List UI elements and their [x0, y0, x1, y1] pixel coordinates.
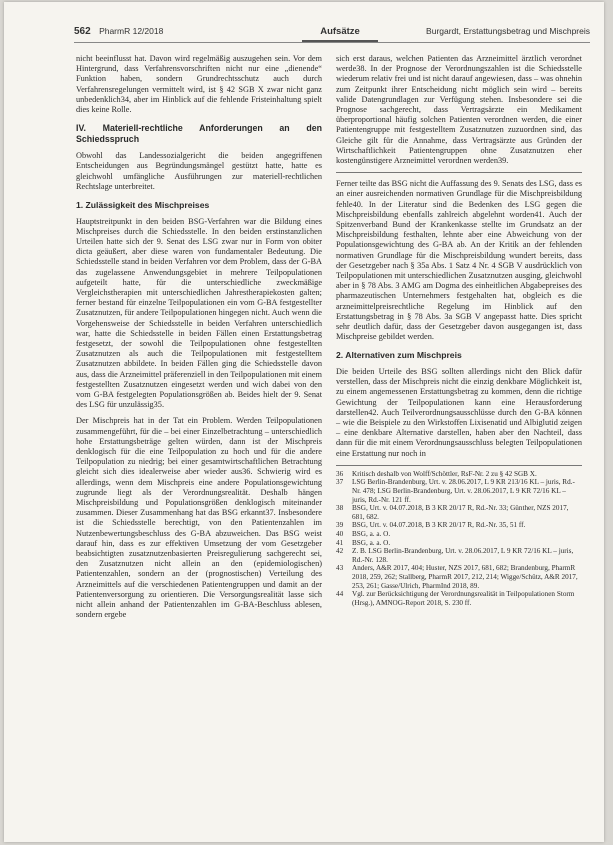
footnote-number: 36	[336, 469, 344, 478]
section-heading: IV. Materiell-rechtliche Anforderungen an den Schiedsspruch	[76, 123, 322, 144]
footnote	[336, 478, 582, 504]
header-left	[74, 26, 163, 37]
article-title: Burgardt, Erstattungsbetrag und Mischpreis	[426, 26, 590, 36]
footnote	[336, 470, 582, 479]
footnote	[336, 521, 582, 530]
footnote	[336, 564, 582, 590]
footnote-text: BSG, a. a. O.	[352, 529, 391, 538]
paragraph: Obwohl das Landessozialgericht die beiden angegriffenen Entscheidungen aus Begründungsmängel gestützt hatte, hatte es gleichwohl umfängliche Ausführungen zur materiell-rechtlichen Rechtslage unterbreitet.	[76, 151, 322, 191]
page-header	[74, 24, 590, 40]
footnote-text: Vgl. zur Berücksichtigung der Verordnungsrealität in Teilpopulationen Storm (Hrsg.), AMNOG-Report 2018, S. 230 ff.	[352, 590, 575, 607]
paragraph: sich erst daraus, welchen Patienten das Arzneimittel ärztlich verordnet werde38. In der Prognose der Verordnungszahlen ist die Schiedsstelle wiederum relativ frei und ist nicht darauf angewiesen, dass – was ohnehin zum Zeitpunkt ihrer Entscheidung nicht möglich sein wird – bereits valide Datengrundlagen zur Verfügung stehen. Insbesondere sei die Prognose sachgerecht, dass Vertragsärzte ein Medikament überproportional häufig solchen Patienten verordnen werden, die einer Patientengruppe mit festgestelltem Zusatznutzen zuzuordnen sind, das Gleiche gilt für die Annahme, dass Vertragsärzte aus Gründen der Wirtschaftlichkeit Patientengruppen ohne Zusatznutzen eher kostengünstigere Arzneimittel verordnen werden39.	[336, 54, 582, 166]
paragraph: Ferner teilte das BSG nicht die Auffassung des 9. Senats des LSG, dass es an einer ausreichenden normativen Grundlage für die Mischpreisbildung fehle40. In der Literatur sind die Bedenken des LSG gegen die Mischpreisbildung ebenfalls zahlreich abgelehnt worden41. Auch der Spitzenverband Bund der Krankenkasse stellte im Grundsatz an der Mischpreisbildung festhalten, lehnte aber eine Abweichung von der Populationsgewichtung des G-BA ab. An der Kritik an der fehlenden normativen Grundlage für die Mischpreisbildung wundert bereits, dass der Gesetzgeber nach § 35a Abs. 1 Satz 4 Nr. 4 SGB V ausdrücklich von Teilpopulationen mit unterschiedlichen Zusatznutzen ausging, gleichwohl aber in § 78 Abs. 3 AMG am Dogma des einheitlichen Abgabepreises des pharmazeutischen Unternehmers festgehalten hat, obgleich es die arzneimittelpreisrechtliche Regelung im Hinblick auf den Erstattungsbetrag in § 78 Abs. 3a SGB V angepasst hatte. Dies spricht sehr deutlich dafür, dass der Gesetzgeber davon ausgegangen ist, dass Mischpreise gebildet werden.	[336, 179, 582, 342]
footnote-number: 44	[336, 590, 344, 599]
footnotes	[336, 465, 582, 608]
journal-name: PharmR 12/2018	[99, 26, 164, 36]
section-heading: 2. Alternativen zum Mischpreis	[336, 350, 462, 361]
footnote-number: 37	[336, 478, 344, 487]
footnote	[336, 539, 582, 548]
section-heading: 1. Zulässigkeit des Mischpreises	[76, 200, 210, 211]
footnote-number: 40	[336, 529, 344, 538]
footnote-number: 43	[336, 564, 344, 573]
footnote-text: BSG, Urt. v. 04.07.2018, B 3 KR 20/17 R, Rd.-Nr. 33; Günther, NZS 2017, 681, 682.	[352, 504, 569, 521]
footnote-number: 42	[336, 547, 344, 556]
document-page	[4, 2, 604, 842]
footnote	[336, 504, 582, 521]
footnote	[336, 547, 582, 564]
section-label: Aufsätze	[302, 24, 378, 42]
column-rule	[336, 172, 582, 173]
footnote	[336, 530, 582, 539]
footnote-text: Kritisch deshalb von Wolff/Schöttler, RsF-Nr. 2 zu § 42 SGB X.	[352, 469, 537, 478]
footnote-text: Z. B. LSG Berlin-Brandenburg, Urt. v. 28.06.2017, L 9 KR 72/16 KL – juris, Rd.-Nr. 128.	[352, 547, 574, 564]
footnote-text: BSG, a. a. O.	[352, 538, 391, 547]
paragraph: Die beiden Urteile des BSG sollten allerdings nicht den Blick dafür verstellen, dass der Mischpreis nicht die einzig denkbare Möglichkeit ist, zu einem angemessenen Erstattungsbetrag zu kommen, denn die richtige Gewichtung der Teilpopulationen kann eine Herausforderung darstellen42. Auch Teilverordnungsausschlüsse durch den G-BA können – wie die Beispiele zu den Wirkstoffen Lixisenatid und Albiglutid zeigen – eine denkbare Alternative darstellen, haben aber den Nachteil, dass dann für die mit einem Verordnungsausschluss belegten Teilpopulationen eine Erstattung nur noch in	[336, 366, 582, 458]
paragraph: Hauptstreitpunkt in den beiden BSG-Verfahren war die Bildung eines Mischpreises durch die Schiedsstelle. In den beiden erstinstanzlichen Urteilen hatte sich der 9. Senat des LSG zwar nur in Form von obiter dicta geäußert, aber diese waren von fundamentaler Bedeutung. Die Schiedsstelle stand in beiden Verfahren vor dem Problem, dass der G-BA das zugelassene Anwendungsgebiet in mehrere Teilpopulationen aufgeteilt hatte, für die unterschiedliche zweckmäßige Vergleichstherapien mit unterschiedlichen Jahrestherapiekosten galten; ferner bestand für einzelne Teilpopulationen ein vom G-BA festgestellter Zusatznutzen, für andere Teilpopulationen hingegen nicht. Auch wenn die Vorgehensweise der Schiedsstelle in beiden Verfahren unterschiedlich war, hatte die Schiedsstelle in beiden Fällen einen Erstattungsbetrag festgesetzt, der sowohl die Teilpopulationen ohne festgestellten Zusatznutzen als auch die Teilpopulationen mit festgestelltem Zusatznutzen abbildete. In beiden Fällen ging die Schiedsstelle davon aus, dass die Arzneimittel präferenziell in den Teilpopulationen mit einem festgestellten Zusatznutzen eingesetzt werden und wich dabei von den vom G-BA festgelegten Populationsgrößen ab. Beides hielt der 9. Senat des LSG für unzulässig35.	[76, 216, 322, 410]
left-column	[76, 54, 322, 626]
footnote-text: LSG Berlin-Brandenburg, Urt. v. 28.06.2017, L 9 KR 213/16 KL – juris, Rd.-Nr. 478; LSG Berlin-Brandenburg, Urt. v. 28.06.2017, L 9 KR 72/16 KL – juris, Rd.-Nr. 121 ff.	[352, 478, 575, 504]
footnote-number: 39	[336, 521, 344, 530]
paragraph: nicht beeinflusst hat. Davon wird regelmäßig auszugehen sein. Vor dem Hintergrund, dass Verfahrensvorschriften nicht nur eine „dienende“ Funktion haben, sondern Grundrechtsschutz auch durch Verfahrensregelungen vermittelt wird, ist § 42 SGB X zwar nicht ganz unbedenklich34, aber im Hinblick auf die fehlende Fristeinhaltung spielt dies keine Rolle.	[76, 54, 322, 115]
footnote-text: Anders, A&R 2017, 404; Huster, NZS 2017, 681, 682; Brandenburg, PharmR 2018, 259, 262; Stallberg, PharmR 2017, 212, 214; Wigge/Schütz, A&R 2017, 253, 261; Gasse/Ulrich, PharmInd 2018, 89.	[352, 564, 578, 590]
footnote-number: 41	[336, 538, 344, 547]
footnote	[336, 590, 582, 607]
right-column	[336, 54, 582, 607]
footnote-text: BSG, Urt. v. 04.07.2018, B 3 KR 20/17 R, Rd.-Nr. 35, 51 ff.	[352, 521, 526, 530]
footnote-number: 38	[336, 504, 344, 513]
page-number: 562	[74, 26, 91, 37]
paragraph: Der Mischpreis hat in der Tat ein Problem. Werden Teilpopulationen zusammengeführt, für die – bei einer Einzelbetrachtung – unterschiedlich hohe Erstattungsbeträge gelten würden, dann ist der Mischpreis denklogisch für die eine Teilpopulation zu hoch und für die andere Teilpopulation zu niedrig; bei einer gesamtwirtschaftlichen Betrachtung gleicht sich dies idealerweise aber wieder aus36. Schwierig wird es allerdings, wenn dem Mischpreis eine andere Populationsgewichtung zugrunde liegt als der Verordnungsrealität. Deshalb hängen Mischpreisbildung und Populationsgrößen denklogisch miteinander zusammen. Dieser Zusammenhang hat das BSG erkannt37. Insbesondere ist die Schiedsstelle berechtigt, von den Patientenzahlen im Nutzenbewertungsbeschluss des G-BA abzuweichen. Das BSG weist darauf hin, dass es zur effektiven Umsetzung der vom Gesetzgeber beabsichtigten zusatznutzenbasierten Preisregulierung sachgerecht sei, den Zusatznutzen nicht allein an den (epidemiologischen) Patientenzahlen, sondern an der (prognostischen) Verteilung des Arzneimittels auf die verschiedenen Patientengruppen und damit an der Patientenversorgung zu orientieren. Die Versorgungsrealität lasse sich nicht allein anhand der Patientenzahlen im G-BA-Beschluss ablesen, sondern ergebe	[76, 416, 322, 620]
header-rule	[74, 42, 590, 43]
